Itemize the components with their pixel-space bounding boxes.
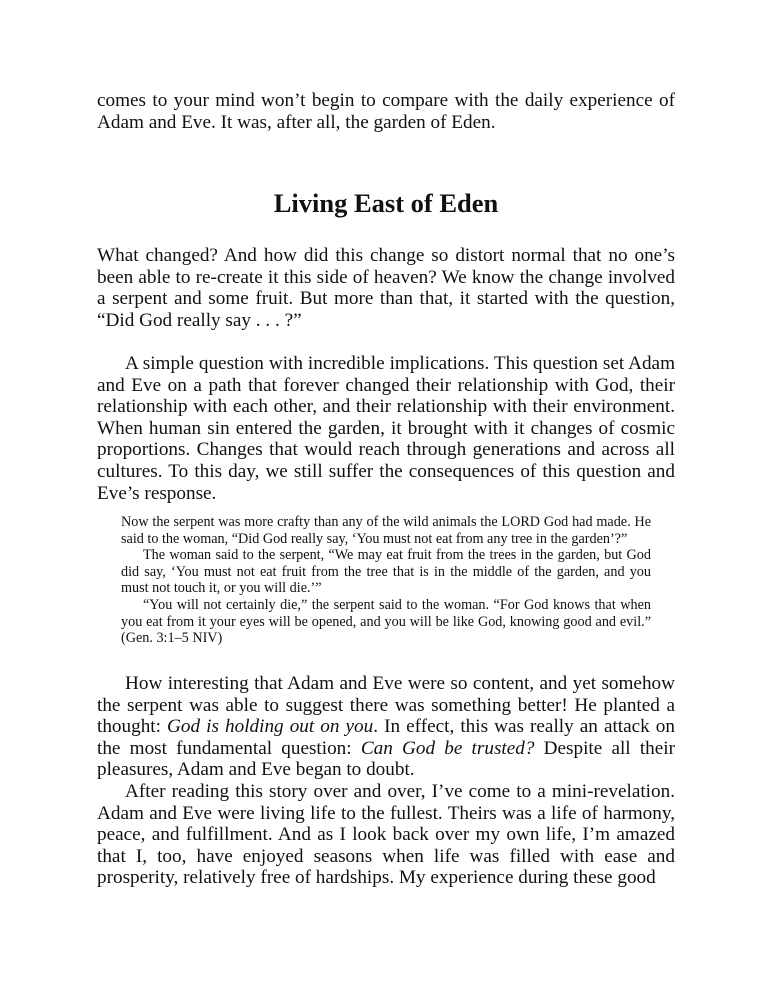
paragraph-1: What changed? And how did this change so distort normal that no one’s been able to re-create it this side of heaven? We know the change involved a serpent and some fruit. But more than that, it started with the question, “Did God really say . . . ?” <box>97 245 675 331</box>
scripture-quote-verse-1: Now the serpent was more crafty than any of the wild animals the LORD God had made. He said to the woman, “Did God really say, ‘You must not eat from any tree in the garden’?” <box>121 514 651 547</box>
paragraph-3-text: . In effect, this was really an attack on the most fundamental question: <box>97 716 675 759</box>
section-heading: Living East of Eden <box>273 188 499 218</box>
paragraph-3-text: How interesting that Adam and Eve were so content, and yet somehow the serpent was able to suggest there was something better! He planted a thought: <box>97 673 675 738</box>
intro-paragraph: comes to your mind won’t begin to compare with the daily experience of Adam and Eve. It was, after all, the garden of Eden. <box>97 90 675 133</box>
paragraph-3-text: Despite all their pleasures, Adam and Eve began to doubt. <box>97 737 675 781</box>
paragraph-3-emphasis: Can God be trusted? <box>360 737 535 759</box>
paragraph-4: After reading this story over and over, I’ve come to a mini-revelation. Adam and Eve were living life to the fullest. Theirs was a life of harmony, peace, and fulfillment. And as I look back over my own life, I’m amazed that I, too, have enjoyed seasons when life was filled with ease and prosperity, relatively free of hardships. My experience during these good <box>97 781 675 889</box>
paragraph-2: A simple question with incredible implications. This question set Adam and Eve on a path that forever changed their relationship with God, their relationship with each other, and their relationship with their environment. When human sin entered the garden, it brought with it changes of cosmic proportions. Changes that would reach through generations and across all cultures. To this day, we still suffer the consequences of this question and Eve’s response. <box>97 353 675 504</box>
paragraph-3-emphasis: God is holding out on you <box>167 716 374 738</box>
paragraph-3 <box>97 673 675 781</box>
scripture-quote-verse-3: “You will not certainly die,” the serpent said to the woman. “For God knows that when you eat from it your eyes will be opened, and you will be like God, knowing good and evil.” (Gen. 3:1–5 NIV) <box>121 597 651 646</box>
scripture-quote-verse-2: The woman said to the serpent, “We may eat fruit from the trees in the garden, but God did say, ‘You must not eat fruit from the tree that is in the middle of the garden, and you must not touch it, or you will die.’” <box>121 547 651 596</box>
